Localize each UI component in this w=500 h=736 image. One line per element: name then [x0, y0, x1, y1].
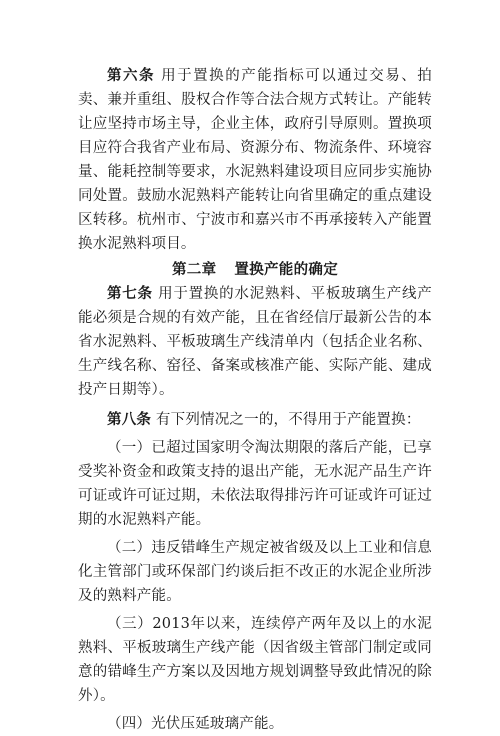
article-7	[78, 282, 432, 402]
list-item-2: （二）违反错峰生产规定被省级及以上工业和信息化主管部门或环保部门约谈后拒不改正的水泥企业所涉及的熟料产能。	[78, 540, 432, 604]
article-6	[78, 64, 432, 256]
chapter-heading	[78, 258, 432, 282]
chapter-number: 第二章	[171, 261, 217, 278]
article-6-number: 第六条	[107, 67, 156, 84]
article-8-text: 有下列情况之一的，不得用于产能置换：	[155, 412, 421, 428]
article-7-number: 第七条	[107, 285, 153, 302]
document-page	[78, 64, 432, 736]
chapter-title: 置换产能的确定	[234, 261, 338, 278]
article-6-text: 用于置换的产能指标可以通过交易、拍卖、兼并重组、股权合作等合法合规方式转让。产能转让应坚持市场主导，企业主体，政府引导原则。置换项目应符合我省产业布局、资源分布、物流条件、环境容量、能耗控制等要求，水泥熟料建设项目应同步实施协同处置。鼓励水泥熟料产能转让向省里确定的重点建设区转移。杭州市、宁波市和嘉兴市不再承接转入产能置换水泥熟料项目。	[78, 68, 432, 252]
list-item-4: （四）光伏压延玻璃产能。	[107, 716, 284, 732]
article-8	[78, 408, 432, 432]
list-item-3: （三）2013年以来，连续停产两年及以上的水泥熟料、平板玻璃生产线产能（因省级主管部门制定或同意的错峰生产方案以及因地方规划调整导致此情况的除外）。	[78, 616, 432, 704]
article-8-number: 第八条	[107, 411, 152, 428]
list-item-1: （一）已超过国家明令淘汰期限的落后产能，已享受奖补资金和政策支持的退出产能，无水泥产品生产许可证或许可证过期，未依法取得排污许可证或许可证过期的水泥熟料产能。	[78, 440, 432, 528]
article-7-text: 用于置换的水泥熟料、平板玻璃生产线产能必须是合规的有效产能，且在省经信厅最新公告的本省水泥熟料、平板玻璃生产线清单内（包括企业名称、生产线名称、窑径、备案或核准产能、实际产能、建成投产日期等）。	[78, 286, 432, 398]
